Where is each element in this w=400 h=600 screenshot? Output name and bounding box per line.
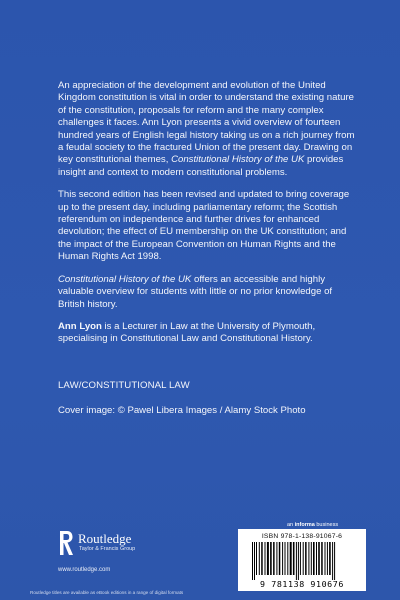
cover-image-credit: Cover image: © Pawel Libera Images / Alamy Stock Photo — [58, 405, 306, 416]
routledge-logo — [58, 530, 178, 562]
barcode-bar — [316, 542, 317, 575]
informa-suffix: business — [314, 522, 339, 528]
barcode-bar — [254, 542, 255, 580]
blurb-paragraph-3-book-title: Constitutional History of the UK — [58, 273, 192, 285]
informa-prefix: an — [287, 522, 295, 528]
barcode-bar — [329, 542, 331, 575]
barcode-bar — [313, 542, 315, 575]
barcode-bar — [276, 542, 277, 575]
barcode-bar — [285, 542, 286, 575]
blurb — [58, 80, 358, 356]
author-bio-text: is a Lecturer in Law at the University of Plymouth, specialising in Constitutional Law and Constitutional History. — [58, 320, 316, 345]
informa-business-label — [287, 522, 338, 528]
subject-category: LAW/CONSTITUTIONAL LAW — [58, 380, 190, 391]
informa-brand: informa — [294, 522, 315, 528]
publisher-subtitle: Taylor & Francis Group — [79, 546, 136, 552]
barcode-bar — [334, 542, 335, 580]
ebook-note: Routledge titles are available as eBook editions in a range of digital formats — [30, 590, 184, 595]
barcode-box — [238, 529, 366, 591]
blurb-paragraph-3-text: offers an accessible and highly valuable overview for students with little or no prior knowledge of British history. — [58, 273, 333, 310]
barcode-bar — [256, 542, 257, 575]
barcode-bar — [273, 542, 275, 575]
barcode-bar — [318, 542, 320, 575]
barcode-bar — [261, 542, 263, 575]
barcode-bar — [300, 542, 301, 575]
barcode-bar — [267, 542, 269, 575]
author-bio — [58, 321, 358, 346]
routledge-r-mark-icon — [58, 530, 74, 556]
barcode-bar — [259, 542, 260, 575]
barcode-bar — [296, 542, 297, 580]
author-name: Ann Lyon — [58, 320, 102, 332]
barcode-bar — [311, 542, 312, 575]
barcode-bar — [293, 542, 295, 575]
barcode-bar — [303, 542, 304, 575]
barcode-bar — [305, 542, 307, 575]
barcode-bar — [282, 542, 283, 575]
blurb-paragraph-3 — [58, 274, 358, 311]
blurb-paragraph-1-book-title: Constitutional History of the UK — [171, 154, 305, 166]
barcode-bar — [290, 542, 292, 575]
barcode-bar — [321, 542, 323, 575]
barcode-bar — [252, 542, 253, 580]
barcode-bar — [308, 542, 309, 575]
barcode-bars — [250, 542, 356, 580]
isbn-text: ISBN 978-1-138-91067-6 — [261, 533, 343, 540]
blurb-paragraph-1-text-b: provides insight and context to modern constitutional problems. — [58, 154, 344, 178]
publisher-name: Routledge — [78, 531, 132, 546]
blurb-paragraph-1-text-a: An appreciation of the development and evolution of the United Kingdom constitution is vital in order to understand the existing nature of the constitution, proposals for reform and the many complex challenges it faces. Ann Lyon presents a vivid overview of fourteen hundred years of English legal history taking us on a rich journey from a feudal society to the fractured Union of the present day. Drawing on key constitutional themes, — [58, 80, 355, 166]
publisher-website: www.routledge.com — [58, 567, 111, 573]
blurb-paragraph-1 — [58, 80, 358, 179]
barcode-bar — [298, 542, 299, 580]
barcode-bar — [327, 542, 328, 575]
barcode-bar — [325, 542, 326, 575]
barcode-bar — [270, 542, 272, 575]
blurb-paragraph-2: This second edition has been revised and updated to bring coverage up to the present day, including parliamentary reform; the Scottish referendum on independence and further drives for enhanced devolution; the effect of EU membership on the UK constitution; and the impact of the European Convention on Human Rights and the Human Rights Act 1998. — [58, 189, 350, 263]
barcode-bar — [265, 542, 266, 575]
barcode-bar — [287, 542, 288, 575]
barcode-bar — [279, 542, 281, 575]
barcode-bar — [332, 542, 333, 580]
barcode-number: 9 781138 910676 — [260, 579, 344, 589]
